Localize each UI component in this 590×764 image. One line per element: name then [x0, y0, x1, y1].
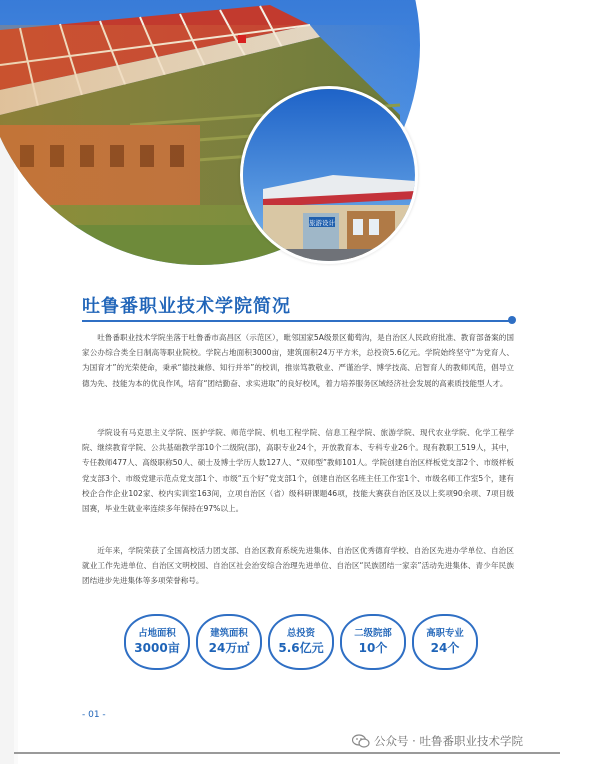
stat-area [124, 614, 190, 670]
stat-label: 二级院部 [354, 628, 392, 639]
stat-label: 高职专业 [426, 628, 464, 639]
building-photo [240, 86, 418, 264]
title-underline-dot [508, 316, 516, 324]
stat-building-area [196, 614, 262, 670]
stat-value: 3000亩 [134, 641, 180, 655]
stat-value: 24个 [430, 641, 460, 655]
title-underline [82, 320, 512, 322]
intro-paragraph: 吐鲁番职业技术学院坐落于吐鲁番市高昌区（示范区），毗邻国家5A级景区葡萄沟，是自治区人民政府批准、教育部备案的国家公办综合类全日制高等职业院校。学院占地面积3000亩，建筑面积24万平方米，总投资5.6亿元。学院始终坚守“为党育人、为国育才”的光荣使命，秉承“德技兼修、知行并举”的校训，推崇笃教敬业、严谨治学、博学技高、启智育人的教师风范，倡导立德为先、技能为本的优良作风，培育“团结勤奋、求实进取”的良好校风，着力培养服务区域经济社会发展的高素质技能型人才。 [82, 333, 514, 388]
departments-paragraph: 学院设有马克思主义学院、医护学院、师范学院、机电工程学院、信息工程学院、旅游学院、现代农业学院、化学工程学院、继续教育学院、公共基础教学部10个二级院(部)，高职专业24个，开放教育本、专科专业26个。现有教职工519人，其中，专任教师477人、高级职称50人、硕士及博士学历人数127人、“双师型”教师101人。学院创建自治区样板党支部2个、市级样板党支部3个、市级党建示范点党支部1个、市级“五个好”党支部1个，创建自治区名班主任工作室1个、市级名师工作室5个，建有校企合作企业102家、校内实训室163间，立项自治区（省）级科研课题46项，技能大赛获自治区及以上奖项90余项、7项目级国赛，毕业生就业率连续多年保持在97%以上。 [82, 428, 514, 514]
page-title: 吐鲁番职业技术学院简况 [82, 296, 291, 317]
watermark [352, 733, 523, 749]
stat-label: 占地面积 [138, 628, 176, 639]
stat-value: 24万㎡ [208, 641, 250, 655]
stat-label: 总投资 [286, 628, 316, 639]
stat-value: 5.6亿元 [278, 641, 324, 655]
stats-row [124, 614, 474, 670]
stat-departments [340, 614, 406, 670]
watermark-text: 公众号 · 吐鲁番职业技术学院 [374, 734, 523, 748]
stat-label: 建筑面积 [210, 628, 248, 639]
stat-majors [412, 614, 478, 670]
wechat-icon [352, 734, 370, 748]
honors-paragraph: 近年来，学院荣获了全国高校活力团支部、自治区教育系统先进集体、自治区优秀德育学校、自治区先进办学单位、自治区就业工作先进单位、自治区文明校园、自治区社会治安综合治理先进单位、自治区“民族团结一家亲”活动先进集体、青少年民族团结进步先进集体等多项荣誉称号。 [82, 546, 514, 586]
stat-value: 10个 [358, 641, 388, 655]
stat-investment [268, 614, 334, 670]
building-sign: 旅游设计 [309, 219, 335, 227]
page-number: - 01 - [82, 710, 106, 720]
bottom-rule [14, 752, 560, 754]
